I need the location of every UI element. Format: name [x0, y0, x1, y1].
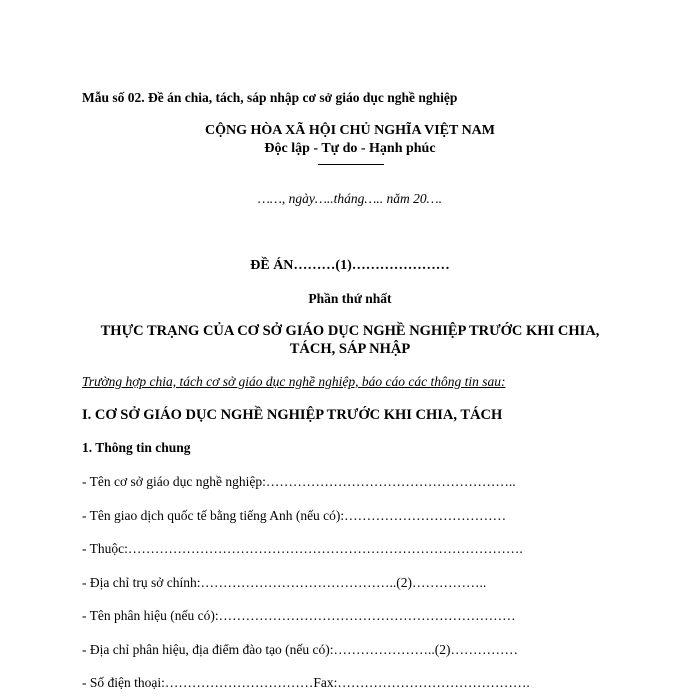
- heading-I: I. CƠ SỞ GIÁO DỤC NGHỀ NGHIỆP TRƯỚC KHI CHIA, TÁCH: [82, 407, 503, 423]
- field-branch-address: - Địa chỉ phân hiệu, địa điểm đào tạo (nếu có):…………………..(2)……………: [82, 642, 519, 657]
- motto-underline: [318, 164, 384, 165]
- form-code: Mẫu số 02. Đề án chia, tách, sáp nhập cơ sở giáo dục nghề nghiệp: [82, 90, 458, 105]
- section-heading-line2: TÁCH, SÁP NHẬP: [289, 341, 411, 357]
- field-branch-name: - Tên phân hiệu (nếu có):…………………………………………………………: [82, 608, 516, 623]
- part-title: Phần thứ nhất: [308, 291, 392, 306]
- field-affiliation: - Thuộc:…………………………………………………………………………….: [82, 541, 523, 556]
- field-english-name: - Tên giao dịch quốc tế bằng tiếng Anh (nếu có):………………………………: [82, 508, 507, 523]
- project-title: ĐỀ ÁN………(1)…………………: [250, 258, 450, 273]
- field-head-office-address: - Địa chỉ trụ sở chính:……………………………………..(2)……………..: [82, 575, 487, 590]
- motto: Độc lập - Tự do - Hạnh phúc: [264, 141, 436, 156]
- field-phone-fax: - Số điện thoại:……………………………Fax:…………………………………….: [82, 675, 530, 690]
- field-institution-name: - Tên cơ sở giáo dục nghề nghiệp:………………………………………………..: [82, 474, 516, 489]
- national-title: CỘNG HÒA XÃ HỘI CHỦ NGHĨA VIỆT NAM: [204, 123, 495, 138]
- section-heading-line1: THỰC TRẠNG CỦA CƠ SỞ GIÁO DỤC NGHỀ NGHIỆP TRƯỚC KHI CHIA,: [100, 323, 600, 339]
- instruction-text: Trường hợp chia, tách cơ sở giáo dục nghề nghiệp, báo cáo các thông tin sau:: [82, 374, 506, 389]
- date-line: ……, ngày…..tháng….. năm 20….: [257, 191, 443, 206]
- heading-1: 1. Thông tin chung: [82, 440, 191, 455]
